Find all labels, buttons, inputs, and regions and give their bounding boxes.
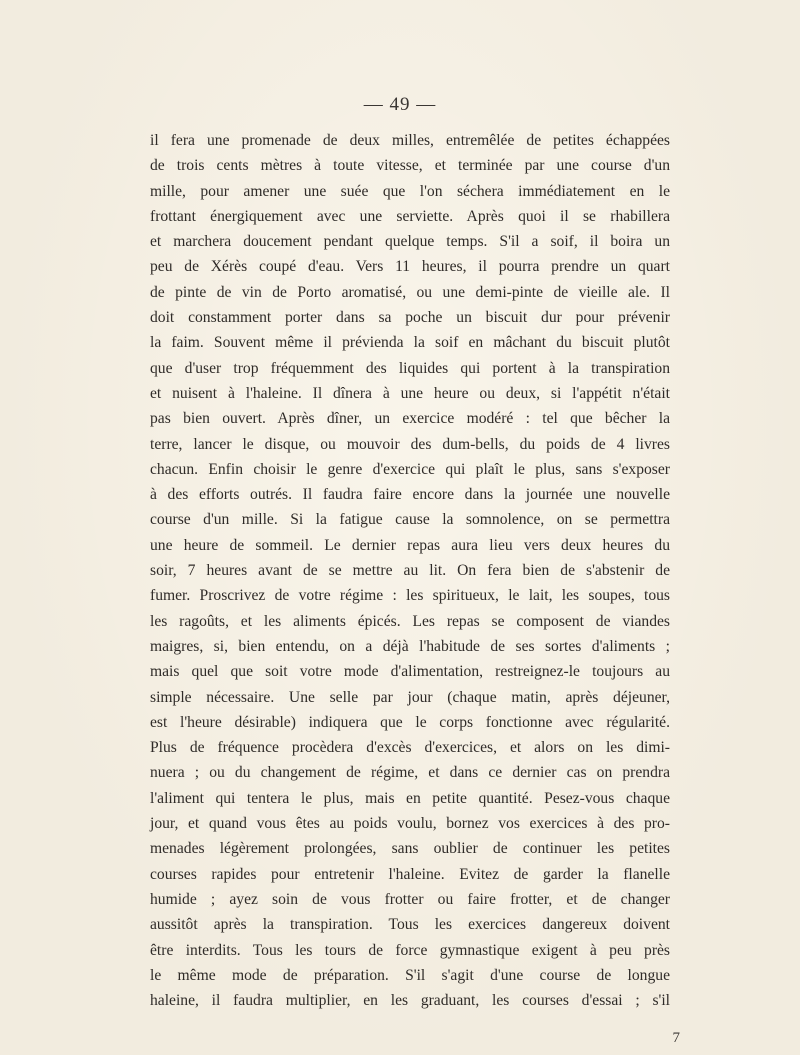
text-line: et marchera doucement pendant quelque temps. S'il a soif, il boira un: [150, 233, 670, 251]
text-line: Plus de fréquence procèdera d'excès d'exercices, et alors on les dimi-: [150, 739, 670, 757]
text-line: de trois cents mètres à toute vitesse, et terminée par une course d'un: [150, 157, 670, 175]
text-line: de pinte de vin de Porto aromatisé, ou une demi-pinte de vieille ale. Il: [150, 283, 670, 301]
text-line: courses rapides pour entretenir l'haleine. Evitez de garder la flanelle: [150, 865, 670, 883]
text-line: la faim. Souvent même il prévienda la soif en mâchant du biscuit plutôt: [150, 334, 670, 352]
body-text: [150, 128, 670, 1013]
text-line: il fera une promenade de deux milles, entremêlée de petites échappées: [150, 132, 670, 149]
page-number: — 49 —: [363, 94, 437, 115]
text-line: pas bien ouvert. Après dîner, un exercice modéré : tel que bêcher la: [150, 410, 670, 428]
text-line: doit constamment porter dans sa poche un biscuit dur pour prévenir: [150, 309, 670, 327]
text-line: frottant énergiquement avec une serviette. Après quoi il se rhabillera: [150, 207, 670, 225]
text-line: est l'heure désirable) indiquera que le corps fonctionne avec régularité.: [150, 713, 670, 731]
text-line: à des efforts outrés. Il faudra faire encore dans la journée une nouvelle: [150, 486, 670, 504]
text-line: menades légèrement prolongées, sans oublier de continuer les petites: [150, 840, 670, 858]
text-line: aussitôt après la transpiration. Tous les exercices dangereux doivent: [150, 916, 670, 934]
text-line: et nuisent à l'haleine. Il dînera à une heure ou deux, si l'appétit n'était: [150, 384, 670, 402]
text-line: simple nécessaire. Une selle par jour (chaque matin, après déjeuner,: [150, 688, 670, 706]
signature-mark: 7: [672, 1030, 680, 1046]
text-line: les ragoûts, et les aliments épicés. Les repas se composent de viandes: [150, 612, 670, 630]
text-line: une heure de sommeil. Le dernier repas aura lieu vers deux heures du: [150, 536, 670, 554]
text-line: terre, lancer le disque, ou mouvoir des dum-bells, du poids de 4 livres: [150, 435, 670, 453]
text-line: course d'un mille. Si la fatigue cause la somnolence, on se permettra: [150, 511, 670, 529]
text-line: le même mode de préparation. S'il s'agit d'une course de longue: [150, 966, 670, 984]
text-line: chacun. Enfin choisir le genre d'exercice qui plaît le plus, sans s'exposer: [150, 460, 670, 478]
text-line: que d'user trop fréquemment des liquides qui portent à la transpiration: [150, 359, 670, 377]
text-line: l'aliment qui tentera le plus, mais en petite quantité. Pesez-vous chaque: [150, 789, 670, 807]
text-line: jour, et quand vous êtes au poids voulu, bornez vos exercices à des pro-: [150, 815, 670, 833]
text-line: fumer. Proscrivez de votre régime : les spiritueux, le lait, les soupes, tous: [150, 587, 670, 605]
text-line: humide ; ayez soin de vous frotter ou faire frotter, et de changer: [150, 890, 670, 908]
text-line: soir, 7 heures avant de se mettre au lit. On fera bien de s'abstenir de: [150, 562, 670, 580]
text-line: peu de Xérès coupé d'eau. Vers 11 heures, il pourra prendre un quart: [150, 258, 670, 276]
text-line: nuera ; ou du changement de régime, et dans ce dernier cas on prendra: [150, 764, 670, 782]
text-line: haleine, il faudra multiplier, en les graduant, les courses d'essai ; s'il: [150, 992, 670, 1010]
text-line: mais quel que soit votre mode d'alimentation, restreignez-le toujours au: [150, 663, 670, 681]
text-line: être interdits. Tous les tours de force gymnastique exigent à peu près: [150, 941, 670, 959]
text-line: mille, pour amener une suée que l'on séchera immédiatement en le: [150, 182, 670, 200]
text-line: maigres, si, bien entendu, on a déjà l'habitude de ses sortes d'aliments ;: [150, 637, 670, 655]
